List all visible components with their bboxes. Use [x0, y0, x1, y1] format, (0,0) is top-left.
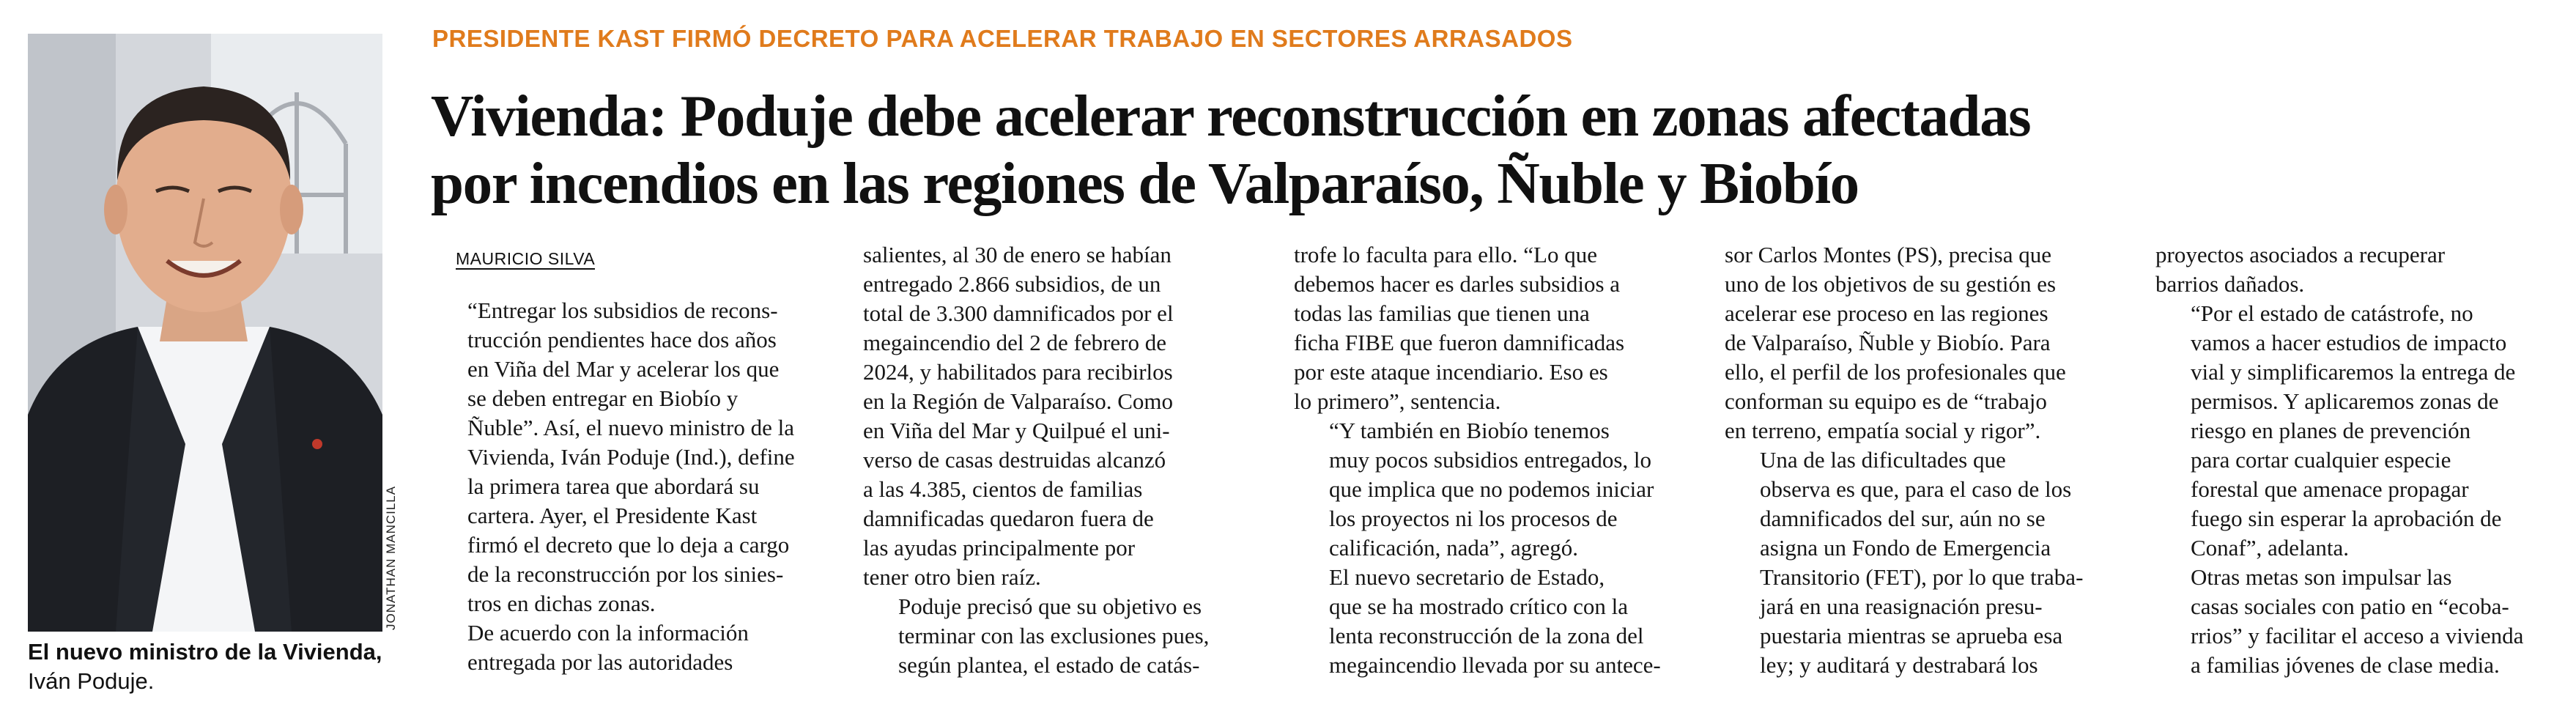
text-line: Otras metas son impulsar las: [2191, 564, 2452, 590]
article-column-2: [863, 240, 1256, 709]
text-line: que se ha mostrado crítico con la: [1329, 594, 1629, 619]
text-line: a las 4.385, cientos de familias: [863, 476, 1143, 502]
text-line: damnificados del sur, aún no se: [1760, 506, 2046, 531]
text-line: Poduje precisó que su objetivo es: [898, 594, 1202, 619]
text-line: fuego sin esperar la aprobación de: [2191, 506, 2502, 531]
text-line: tener otro bien raíz.: [863, 564, 1041, 590]
text-line: sor Carlos Montes (PS), precisa que: [1725, 242, 2051, 267]
text-line: jará en una reasignación presu-: [1760, 594, 2043, 619]
text-line: forestal que amenace propagar: [2191, 476, 2469, 502]
text-line: tros en dichas zonas.: [467, 591, 656, 616]
paragraph: [2155, 299, 2548, 563]
article-photo: [28, 34, 382, 632]
text-line: proyectos asociados a recuperar: [2155, 242, 2446, 267]
article-column-4: [1725, 240, 2117, 709]
paragraph: [863, 592, 1256, 680]
text-line: se deben entregar en Biobío y: [467, 385, 739, 411]
text-line: terminar con las exclusiones pues,: [898, 623, 1210, 648]
text-line: Vivienda, Iván Poduje (Ind.), define: [467, 444, 795, 470]
headline-line-1: Vivienda: Poduje debe acelerar reconstrucción en zonas afectadas: [431, 83, 2031, 149]
paragraph: [1725, 445, 2117, 680]
text-line: Ñuble”. Así, el nuevo ministro de la: [467, 415, 794, 440]
article-headline: [431, 82, 2555, 217]
text-line: acelerar ese proceso en las regiones: [1725, 300, 2048, 326]
text-line: trofe lo faculta para ello. “Lo que: [1294, 242, 1597, 267]
text-line: que implica que no podemos iniciar: [1329, 476, 1654, 502]
text-line: barrios dañados.: [2155, 271, 2305, 297]
text-line: rrios” y facilitar el acceso a vivienda: [2191, 623, 2524, 648]
photo-caption: [28, 637, 387, 696]
text-line: en Viña del Mar y Quilpué el uni-: [863, 418, 1170, 443]
text-line: a familias jóvenes de clase media.: [2191, 652, 2500, 678]
text-line: de Valparaíso, Ñuble y Biobío. Para: [1725, 330, 2051, 355]
text-line: casas sociales con patio en “ecoba-: [2191, 594, 2509, 619]
text-line: total de 3.300 damnificados por el: [863, 300, 1174, 326]
text-line: Conaf”, adelanta.: [2191, 535, 2350, 561]
text-line: permisos. Y aplicaremos zonas de: [2191, 388, 2499, 414]
paragraph: [1725, 240, 2117, 445]
text-line: uno de los objetivos de su gestión es: [1725, 271, 2057, 297]
text-line: megaincendio del 2 de febrero de: [863, 330, 1167, 355]
text-line: ello, el perfil de los profesionales que: [1725, 359, 2066, 385]
text-line: riesgo en planes de prevención: [2191, 418, 2471, 443]
photo-credit: JONATHAN MANCILLA: [384, 485, 398, 630]
text-line: damnificadas quedaron fuera de: [863, 506, 1154, 531]
text-line: Transitorio (FET), por lo que traba-: [1760, 564, 2084, 590]
text-line: según plantea, el estado de catás-: [898, 652, 1200, 678]
text-line: los proyectos ni los procesos de: [1329, 506, 1618, 531]
text-line: puestaria mientras se aprueba esa: [1760, 623, 2063, 648]
text-line: ficha FIBE que fueron damnificadas: [1294, 330, 1625, 355]
paragraph: [432, 296, 825, 618]
text-line: asigna un Fondo de Emergencia: [1760, 535, 2051, 561]
paragraph: [2155, 563, 2548, 680]
paragraph: [1294, 416, 1687, 563]
caption-regular: Iván Poduje.: [28, 668, 155, 694]
text-line: por este ataque incendiario. Eso es: [1294, 359, 1608, 385]
text-line: las ayudas principalmente por: [863, 535, 1136, 561]
paragraph: [1294, 563, 1687, 680]
text-line: la primera tarea que abordará su: [467, 473, 760, 499]
text-line: “Entregar los subsidios de recons-: [467, 297, 778, 323]
paragraph: [2155, 240, 2548, 299]
portrait-illustration: [28, 34, 382, 632]
headline-line-2: por incendios en las regiones de Valparaíso, Ñuble y Biobío: [431, 150, 1859, 216]
text-line: conforman su equipo es de “trabajo: [1725, 388, 2047, 414]
text-line: en la Región de Valparaíso. Como: [863, 388, 1174, 414]
text-line: calificación, nada”, agregó.: [1329, 535, 1578, 561]
text-line: El nuevo secretario de Estado,: [1329, 564, 1605, 590]
paragraph: [863, 240, 1256, 592]
text-line: “Por el estado de catástrofe, no: [2191, 300, 2473, 326]
text-line: firmó el decreto que lo deja a cargo: [467, 532, 790, 558]
paragraph: [432, 618, 825, 677]
text-line: lo primero”, sentencia.: [1294, 388, 1501, 414]
text-line: de la reconstrucción por los sinies-: [467, 561, 784, 587]
text-line: para cortar cualquier especie: [2191, 447, 2451, 473]
text-line: debemos hacer es darles subsidios a: [1294, 271, 1621, 297]
text-line: vamos a hacer estudios de impacto: [2191, 330, 2507, 355]
article-column-5: [2155, 240, 2548, 709]
text-line: entregado 2.866 subsidios, de un: [863, 271, 1161, 297]
text-line: muy pocos subsidios entregados, lo: [1329, 447, 1651, 473]
text-line: Una de las dificultades que: [1760, 447, 2006, 473]
text-line: verso de casas destruidas alcanzó: [863, 447, 1166, 473]
text-line: “Y también en Biobío tenemos: [1329, 418, 1610, 443]
text-line: observa es que, para el caso de los: [1760, 476, 2072, 502]
text-line: todas las familias que tienen una: [1294, 300, 1590, 326]
byline: MAURICIO SILVA: [456, 249, 596, 268]
article-kicker: PRESIDENTE KAST FIRMÓ DECRETO PARA ACELERAR TRABAJO EN SECTORES ARRASADOS: [432, 25, 1573, 52]
text-line: trucción pendientes hace dos años: [467, 327, 777, 352]
text-line: en Viña del Mar y acelerar los que: [467, 356, 780, 382]
text-line: cartera. Ayer, el Presidente Kast: [467, 503, 758, 528]
paragraph: [1294, 240, 1687, 416]
text-line: ley; y auditará y destrabará los: [1760, 652, 2038, 678]
article-column-3: [1294, 240, 1687, 709]
text-line: vial y simplificaremos la entrega de: [2191, 359, 2516, 385]
text-line: entregada por las autoridades: [467, 649, 733, 675]
text-line: De acuerdo con la información: [467, 620, 749, 646]
text-line: salientes, al 30 de enero se habían: [863, 242, 1172, 267]
caption-bold: El nuevo ministro de la Vivienda,: [28, 639, 382, 665]
text-line: en terreno, empatía social y rigor”.: [1725, 418, 2041, 443]
text-line: lenta reconstrucción de la zona del: [1329, 623, 1644, 648]
article-column-1: [432, 240, 825, 709]
text-line: 2024, y habilitados para recibirlos: [863, 359, 1173, 385]
text-line: megaincendio llevada por su antece-: [1329, 652, 1661, 678]
